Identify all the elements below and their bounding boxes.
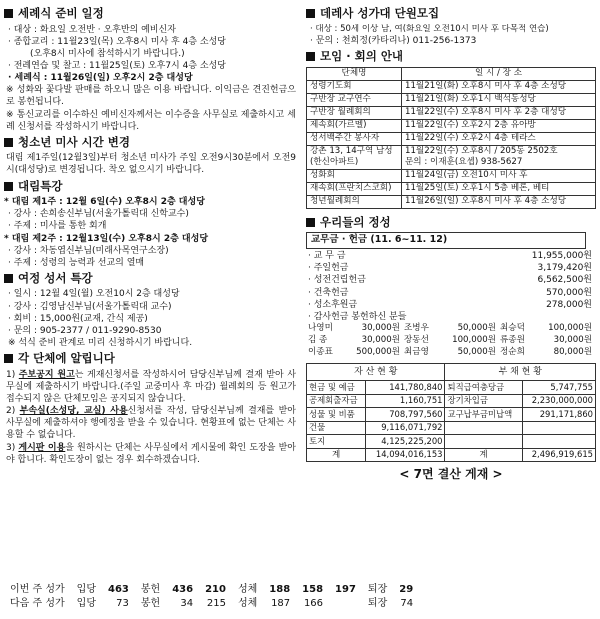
- donor-name: 최금영: [403, 347, 429, 358]
- offering-label: · 성전건립헌금: [308, 275, 366, 286]
- accounts-amount: [522, 435, 595, 449]
- hymn-cell: 퇴장: [367, 598, 388, 609]
- accounts-item: 현금 및 예금: [307, 381, 366, 395]
- hymn-cell: 입당: [76, 584, 96, 595]
- offering-label: · 건축헌금: [308, 287, 349, 298]
- advent-line: · 주제 : 미사를 통한 회개: [8, 221, 107, 232]
- hymn-week: 다음 주 성가: [10, 598, 65, 609]
- meeting-row: [307, 182, 596, 195]
- accounts-row: [307, 448, 596, 462]
- meetings-header: 일 시 / 장 소: [402, 67, 596, 80]
- donor-amount: 50,000원: [457, 323, 496, 334]
- hymn-row: [4, 583, 419, 597]
- advent-line: * 대림 제2주 : 12월13일(수) 오후8시 2층 대성당: [4, 233, 209, 244]
- accounts-amount: 4,125,225,200: [366, 435, 445, 449]
- meeting-group: 제속회(가르멜): [307, 119, 402, 132]
- donor-name: 장동선: [403, 335, 429, 346]
- meeting-row: [307, 93, 596, 106]
- meeting-group: 강촌 13, 14구역 남성 (한신아파트): [307, 145, 402, 169]
- hymn-cell: 74: [400, 598, 414, 609]
- donor-name: 정순희: [499, 347, 525, 358]
- meeting-group: 성령기도회: [307, 80, 402, 93]
- square-bullet-icon: [4, 9, 13, 18]
- hymn-cell: 입당: [76, 598, 96, 609]
- baptism-line: · 대상 : 화요일 오전반 · 오후반의 예비신자: [8, 24, 176, 35]
- square-bullet-icon: [4, 274, 13, 283]
- accounts-row: [307, 435, 596, 449]
- hymn-cell: 퇴장: [367, 584, 388, 595]
- donor-name: 류종원: [499, 335, 525, 346]
- section-title-advent-lecture: 대림특강: [4, 179, 298, 195]
- offering-amount: 278,000원: [546, 299, 592, 310]
- accounts-table: [306, 363, 596, 462]
- baptism-line: (오후8시 미사에 참석하시기 바랍니다.): [30, 48, 185, 59]
- choir-line: · 문의 : 천희정(카타리나) 011-256-1373: [310, 35, 477, 46]
- accounts-item: 공제회출자금: [307, 394, 366, 408]
- advent-line: · 주제 : 성령의 능력과 선교의 열매: [8, 257, 145, 268]
- meeting-time-place: 11월25일(토) 오후1시 5층 베론, 베티: [402, 182, 596, 195]
- hymn-cell: 34: [180, 598, 194, 609]
- advent-line: · 강사 : 손희송신부님(서울가톨릭대 신학교수): [8, 209, 189, 220]
- hymn-cell: 187: [271, 598, 291, 609]
- donor-row: [306, 323, 594, 335]
- offering-row: [306, 250, 594, 262]
- meeting-group: 성화회: [307, 169, 402, 182]
- accounts-amount: 708,797,560: [366, 408, 445, 422]
- baptism-line: · 세례식 : 11월26일(일) 오후2시 2층 대성당: [8, 73, 193, 84]
- hymn-numbers: [4, 583, 596, 611]
- baptism-line: · 종합교리 : 11월23일(목) 오후8시 미사 후 4층 소성당: [8, 36, 226, 47]
- donor-amount: 100,000원: [452, 335, 496, 346]
- section-title-bible-lecture: 여정 성서 특강: [4, 271, 298, 287]
- groups-notice-1: 1) 주보공지 원고는 게재신청서를 작성하시어 담당신부님께 결재 받아 사무실에 제출하시기 바랍니다.(주일 교중미사 후 마감) 월례회의 등 원고가 접수되지 않은 단체모임은 공지되지 않습니다.: [6, 369, 296, 404]
- advent-line: * 대림 제1주 : 12월 6일(수) 오후8시 2층 대성당: [4, 197, 205, 208]
- accounts-item: [445, 421, 522, 435]
- section-title-offerings: 우리들의 정성: [306, 215, 596, 231]
- accounts-header: 부 채 현 황: [445, 364, 596, 381]
- donors-table: [306, 323, 594, 359]
- offering-label: · 성소후원금: [308, 299, 358, 310]
- meeting-group: 구반장 월례회의: [307, 106, 402, 119]
- square-bullet-icon: [4, 138, 13, 147]
- accounts-item: 계: [307, 448, 366, 462]
- left-column: [4, 4, 298, 466]
- accounts-row: [307, 421, 596, 435]
- accounts-amount: 5,747,755: [522, 381, 595, 395]
- hymn-cell: 436: [172, 584, 194, 595]
- offering-amount: 6,562,500원: [537, 275, 592, 286]
- accounts-item: 퇴직급여충당금: [445, 381, 522, 395]
- square-bullet-icon: [306, 9, 315, 18]
- hymn-cell: 봉헌: [140, 584, 161, 595]
- meeting-time-place: 11월26일(일) 오후8시 미사 후 4층 소성당: [402, 195, 596, 208]
- accounts-header: 자 산 현 황: [307, 364, 445, 381]
- advent-line: · 강사 : 차동엽신부님(미래사목연구소장): [8, 245, 169, 256]
- accounts-item: 장기차입금: [445, 394, 522, 408]
- meeting-group: 재속회(프란치스코회): [307, 182, 402, 195]
- hymn-row: [4, 597, 419, 611]
- offerings-period: 교무금 · 헌금 (11. 6~11. 12): [306, 232, 586, 249]
- meetings-table: [306, 67, 596, 209]
- donor-row: [306, 335, 594, 347]
- accounts-item: 계: [445, 448, 522, 462]
- choir-line: · 대상 : 50세 이상 남, 여(화요일 오전10시 미사 후 다목적 연습): [310, 23, 549, 34]
- offering-label: · 주일헌금: [308, 263, 349, 274]
- donor-amount: 500,000원: [356, 347, 400, 358]
- square-bullet-icon: [4, 182, 13, 191]
- section-title-meetings: 모임 · 회의 안내: [306, 49, 596, 65]
- hymn-cell: 73: [116, 598, 129, 609]
- right-column: [306, 4, 596, 482]
- accounts-amount: [522, 421, 595, 435]
- baptism-line: · 전례연습 및 찰고 : 11월25일(토) 오후7시 4층 소성당: [8, 60, 226, 71]
- hymn-week: 이번 주 성가: [10, 584, 65, 595]
- thanks-heading: · 감사헌금 봉헌하신 분들: [308, 311, 407, 322]
- accounts-amount: 141,780,840: [366, 381, 445, 395]
- accounts-item: 교구납부금미납액: [445, 408, 522, 422]
- bible-line: · 문의 : 905-2377 / 011-9290-8530: [8, 325, 162, 336]
- donor-amount: 50,000원: [457, 347, 496, 358]
- meeting-row: [307, 119, 596, 132]
- meeting-time-place: 11월24일(금) 오전10시 미사 후: [402, 169, 596, 182]
- meeting-time-place: 11월21일(화) 오후1시 백석동성당: [402, 93, 596, 106]
- meeting-group: 구반장 교구연수: [307, 93, 402, 106]
- youth-mass-text: 대림 제1주일(12월3일)부터 청소년 미사가 주일 오전9시30분에서 오전9시(대성당)로 변경됩니다. 착오 없으시기 바랍니다.: [6, 153, 296, 176]
- donor-name: 김 종: [308, 335, 328, 346]
- accounts-item: 토지: [307, 435, 366, 449]
- accounts-amount: 1,160,751: [366, 394, 445, 408]
- offering-row: [306, 262, 594, 274]
- meetings-header: 단체명: [307, 67, 402, 80]
- hymn-cell: 성체: [237, 598, 258, 609]
- meeting-time-place: 11월22일(수) 오후2시 4층 테라스: [402, 132, 596, 145]
- hymn-cell: 봉헌: [140, 598, 161, 609]
- offering-row: [306, 274, 594, 286]
- offering-amount: 570,000원: [546, 287, 592, 298]
- offering-amount: 3,179,420원: [537, 263, 592, 274]
- accounts-amount: 291,171,860: [522, 408, 595, 422]
- accounts-amount: 2,230,000,000: [522, 394, 595, 408]
- bible-line: · 일시 : 12월 4일(월) 오전10시 2층 대성당: [8, 289, 180, 300]
- baptism-note: ※ 성화와 꽃다발 판매를 하오니 많은 이용 바랍니다. 이익금은 견진헌금으로 봉헌됩니다.: [6, 85, 296, 108]
- meeting-row: [307, 80, 596, 93]
- donor-amount: 80,000원: [553, 347, 592, 358]
- accounts-row: [307, 394, 596, 408]
- offering-label: · 교 무 금: [308, 251, 346, 262]
- offering-amount: 11,955,000원: [531, 251, 592, 262]
- bible-line: ※ 석식 준비 관계로 미리 신청하시기 바랍니다.: [8, 338, 193, 349]
- meeting-time-place: 11월22일(수) 오후8시 미사 후 2층 대성당: [402, 106, 596, 119]
- donor-name: 최승덕: [499, 323, 525, 334]
- hymn-cell: 성체: [237, 584, 258, 595]
- hymn-cell: 29: [399, 584, 414, 595]
- accounts-amount: 14,094,016,153: [366, 448, 445, 462]
- accounts-amount: 2,496,919,615: [522, 448, 595, 462]
- meeting-row: [307, 195, 596, 208]
- donor-amount: 30,000원: [553, 335, 592, 346]
- accounts-row: [307, 408, 596, 422]
- meeting-row: [307, 169, 596, 182]
- square-bullet-icon: [306, 218, 315, 227]
- hymn-cell: 197: [335, 584, 356, 595]
- donor-amount: 30,000원: [361, 323, 400, 334]
- hymn-cell: 210: [205, 584, 226, 595]
- meeting-time-place: 11월22일(수) 오후2시 2층 유아방: [402, 119, 596, 132]
- offering-row: [306, 299, 594, 311]
- hymn-cell: [329, 597, 362, 611]
- hymn-cell: 215: [206, 598, 226, 609]
- bible-line: · 강사 : 김영남신부님(서울가톨릭대 교수): [8, 301, 172, 312]
- meeting-time-place: 11월21일(화) 오후8시 미사 후 4층 소성당: [402, 80, 596, 93]
- hymn-cell: 166: [303, 598, 324, 609]
- offering-row: [306, 287, 594, 299]
- donor-amount: 30,000원: [361, 335, 400, 346]
- section-title-youth-mass: 청소년 미사 시간 변경: [4, 135, 298, 151]
- meeting-group: 성서백주간 봉사자: [307, 132, 402, 145]
- baptism-note: ※ 통신교리를 이수하신 예비신자께서는 이수증을 사무실로 제출하시고 세례 신청서를 작성하시기 바랍니다.: [6, 109, 296, 132]
- offerings-table: [306, 250, 594, 311]
- groups-notice-3: 3) 게시판 이용을 원하시는 단체는 사무실에서 게시물에 확인 도장을 받아야 합니다. 확인도장이 없는 경우 회수하겠습니다.: [6, 442, 296, 465]
- meeting-row: [307, 132, 596, 145]
- hymn-cell: 463: [108, 584, 129, 595]
- section-title-choir: 데레사 성가대 단원모집: [306, 6, 596, 22]
- meeting-group: 청년월례회의: [307, 195, 402, 208]
- meeting-row: [307, 106, 596, 119]
- meeting-row: [307, 145, 596, 169]
- square-bullet-icon: [306, 52, 315, 61]
- donor-amount: 100,000원: [548, 323, 592, 334]
- square-bullet-icon: [4, 354, 13, 363]
- accounts-row: [307, 381, 596, 395]
- report-reference: < 7면 결산 게재 >: [399, 467, 503, 481]
- hymn-cell: 158: [302, 584, 324, 595]
- accounts-item: 성물 및 비품: [307, 408, 366, 422]
- meeting-time-place: 11월22일(수) 오후8시 / 205동 2502호 문의 : 이재훈(요셉) 938-5627: [402, 145, 596, 169]
- groups-notice-2: 2) 부속실(소성당, 교실) 사용신청서를 작성, 담당신부님께 결재를 받아 사무실에 제출하셔야 행예정을 받을 수 있습니다. 현황표에 없는 단체는 사용할 수 없습니다.: [6, 406, 297, 441]
- hymn-table: [4, 583, 419, 611]
- accounts-amount: 9,116,071,792: [366, 421, 445, 435]
- donor-name: 이종표: [308, 347, 333, 358]
- section-title-baptism: 세례식 준비 일정: [4, 6, 298, 22]
- hymn-cell: 188: [269, 584, 291, 595]
- section-title-groups-notice: 각 단체에 알립니다: [4, 351, 298, 367]
- accounts-item: [445, 435, 522, 449]
- donor-name: 조병우: [403, 323, 429, 334]
- accounts-item: 건물: [307, 421, 366, 435]
- donor-row: [306, 347, 594, 359]
- bible-line: · 회비 : 15,000원(교재, 간식 제공): [8, 313, 148, 324]
- donor-name: 나영미: [308, 323, 333, 334]
